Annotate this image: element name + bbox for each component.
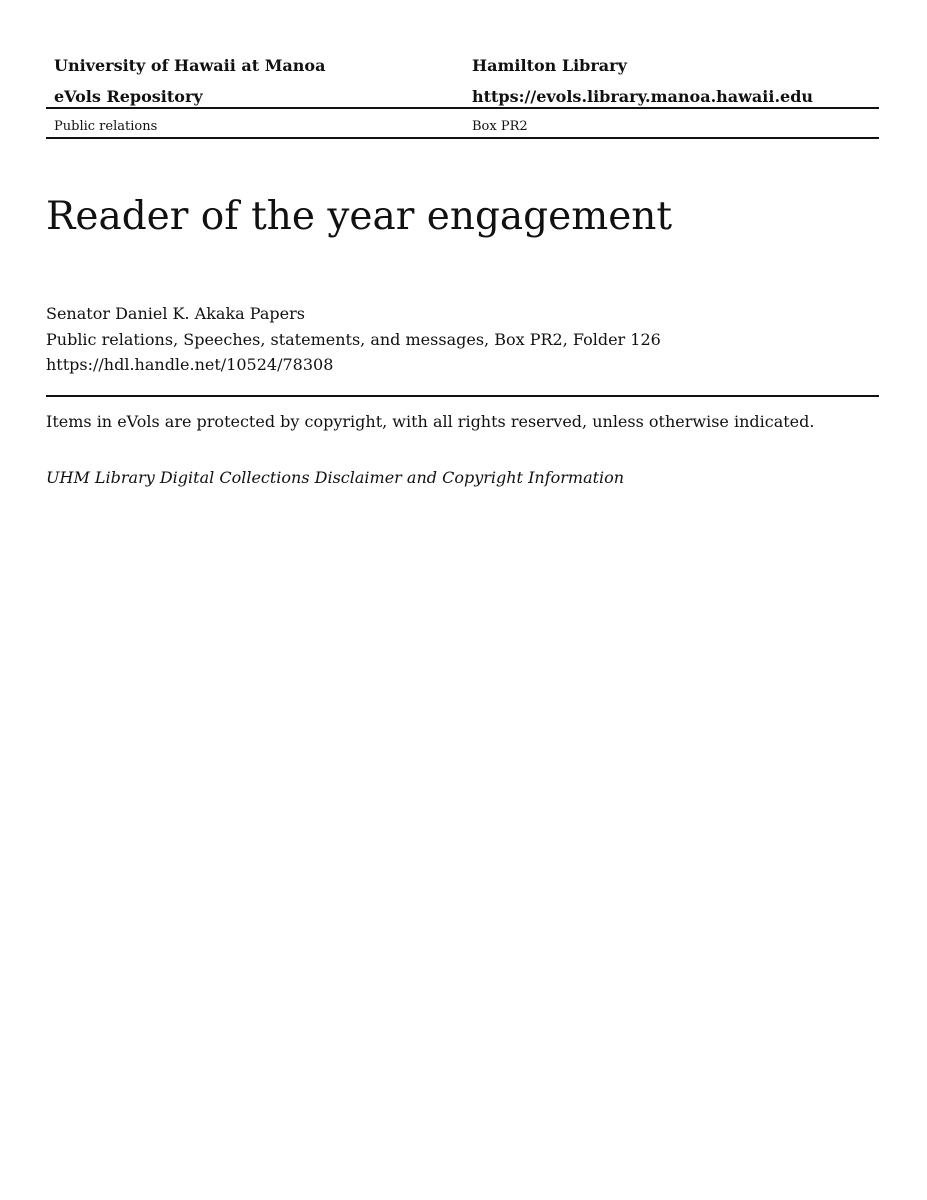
box-number: Box PR2 xyxy=(472,119,528,134)
institution-name: University of Hawaii at Manoa xyxy=(54,56,326,75)
repository-url[interactable]: https://evols.library.manoa.hawaii.edu xyxy=(472,87,814,106)
document-title: Reader of the year engagement xyxy=(46,194,673,239)
series-name: Public relations xyxy=(54,119,158,134)
header-table xyxy=(46,50,879,142)
document-metadata xyxy=(46,301,661,378)
handle-link[interactable]: https://hdl.handle.net/10524/78308 xyxy=(46,355,334,374)
header-divider xyxy=(46,107,879,109)
metadata-divider xyxy=(46,395,879,397)
disclaimer-link[interactable]: UHM Library Digital Collections Disclaimer and Copyright Information xyxy=(46,468,625,487)
header-row-1 xyxy=(46,50,879,81)
header-bottom-rule xyxy=(46,137,879,139)
copyright-notice: Items in eVols are protected by copyright, with all rights reserved, unless otherwise indicated. xyxy=(46,412,815,431)
folder-location: Public relations, Speeches, statements, and messages, Box PR2, Folder 126 xyxy=(46,329,661,349)
library-name: Hamilton Library xyxy=(472,56,627,75)
repository-name: eVols Repository xyxy=(54,87,203,106)
collection-name: Senator Daniel K. Akaka Papers xyxy=(46,304,305,323)
